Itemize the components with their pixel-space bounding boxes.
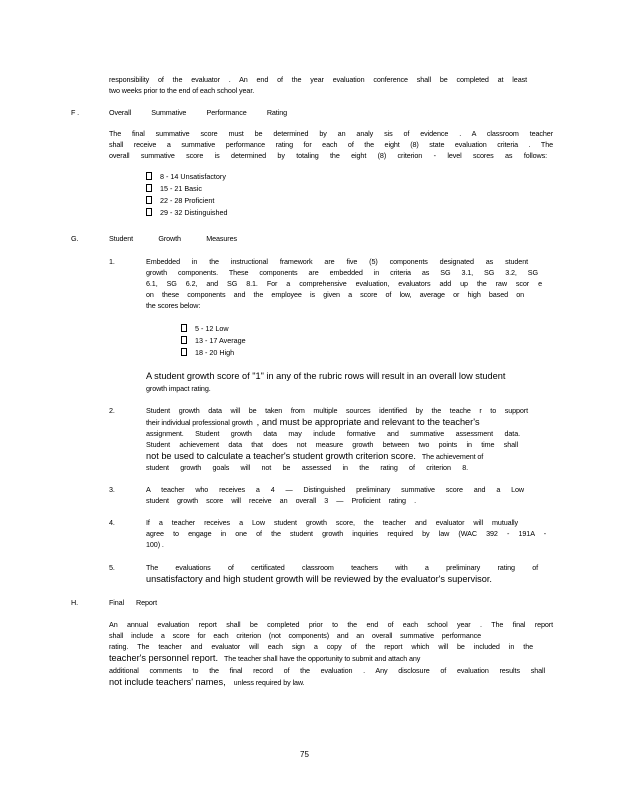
item1-line: the scores below: xyxy=(146,301,201,310)
growth-range-item: 18 - 20 High xyxy=(181,348,234,357)
section-f-heading: Overall Summative Performance Rating xyxy=(109,108,287,117)
list-number: 5. xyxy=(109,563,115,572)
section-h-line-5: additional comments to the final record of the evaluation . Any disclosure of evaluation results shall xyxy=(109,666,545,675)
score-range-item: 15 - 21 Basic xyxy=(146,184,202,193)
item1-note-line-2: growth impact rating. xyxy=(146,384,211,393)
item2-line-5: not be used to calculate a teacher's student growth criterion score. The achievement of xyxy=(146,451,484,461)
item2-line-6: student growth goals will not be assessed in the rating of criterion 8. xyxy=(146,463,468,472)
list-number: 1. xyxy=(109,257,115,266)
page-number: 75 xyxy=(300,750,309,759)
score-range-item: 22 - 28 Proficient xyxy=(146,196,214,205)
section-f-letter: F . xyxy=(71,108,80,117)
checkbox-icon xyxy=(181,348,187,356)
section-h-line-6: not include teachers' names, unless required by law. xyxy=(109,677,305,687)
item2-line-3: assignment. Student growth data may include formative and summative assessment data. xyxy=(146,429,520,438)
checkbox-icon xyxy=(181,324,187,332)
list-number: 4. xyxy=(109,518,115,527)
section-h-letter: H. xyxy=(71,598,78,607)
growth-range-item: 5 - 12 Low xyxy=(181,324,229,333)
score-range-item: 29 - 32 Distinguished xyxy=(146,208,228,217)
list-number: 2. xyxy=(109,406,115,415)
item5-line-2: unsatisfactory and high student growth will be reviewed by the evaluator's supervisor. xyxy=(146,574,492,584)
section-h-line-3: rating. The teacher and evaluator will each sign a copy of the report which will be included in the xyxy=(109,642,533,651)
checkbox-icon xyxy=(146,196,152,204)
item4-line-3: 100) . xyxy=(146,540,164,549)
item2-line-4: Student achievement data that does not measure growth between two points in time shall xyxy=(146,440,518,449)
item1-line: Embedded in the instructional framework are five (5) components designated as student xyxy=(146,257,528,266)
item5-line-1: The evaluations of certificated classroom teachers with a preliminary rating of xyxy=(146,563,538,572)
section-f-para-line: shall receive a summative performance rating for each of the eight (8) state evaluation criteria . The xyxy=(109,140,553,149)
item3-line-1: A teacher who receives a 4 — Distinguished preliminary summative score and a Low xyxy=(146,485,524,494)
section-f-para-line: overall summative score is determined by totaling the eight (8) criterion - level scores as follows: xyxy=(109,151,547,160)
section-h-line-1: An annual evaluation report shall be completed prior to the end of each school year . The final report xyxy=(109,620,553,629)
section-f-para-line: The final summative score must be determined by an analy sis of evidence . A classroom teacher xyxy=(109,129,553,138)
section-h-heading: Final Report xyxy=(109,598,157,607)
section-g-letter: G. xyxy=(71,234,79,243)
checkbox-icon xyxy=(146,172,152,180)
checkbox-icon xyxy=(181,336,187,344)
item2-line-2: their individual professional growth , and must be appropriate and relevant to the teacher's xyxy=(146,417,480,427)
item4-line-1: If a teacher receives a Low student growth score, the teacher and evaluator will mutually xyxy=(146,518,518,527)
item3-line-2: student growth score will receive an overall 3 — Proficient rating . xyxy=(146,496,416,505)
section-g-heading: Student Growth Measures xyxy=(109,234,237,243)
checkbox-icon xyxy=(146,208,152,216)
intro-line-1: responsibility of the evaluator . An end of the year evaluation conference shall be completed at least xyxy=(109,75,527,84)
item4-line-2: agree to engage in one of the student growth inquiries required by law (WAC 392 - 191A - xyxy=(146,529,546,538)
item2-line-1: Student growth data will be taken from multiple sources identified by the teache r to support xyxy=(146,406,528,415)
growth-range-item: 13 - 17 Average xyxy=(181,336,246,345)
list-number: 3. xyxy=(109,485,115,494)
section-h-line-2: shall include a score for each criterion (not components) and an overall summative performance xyxy=(109,631,481,640)
item1-note-line-1: A student growth score of "1" in any of the rubric rows will result in an overall low student xyxy=(146,371,506,381)
checkbox-icon xyxy=(146,184,152,192)
item1-line: on these components and the employee is given a score of low, average or high based on xyxy=(146,290,524,299)
intro-line-2: two weeks prior to the end of each school year. xyxy=(109,86,255,95)
item1-line: growth components. These components are embedded in criteria as SG 3.1, SG 3.2, SG xyxy=(146,268,538,277)
item1-line: 6.1, SG 6.2, and SG 8.1. For a comprehensive evaluation, evaluators add up the raw scor e xyxy=(146,279,542,288)
section-h-line-4: teacher's personnel report. The teacher shall have the opportunity to submit and attach any xyxy=(109,653,421,663)
score-range-item: 8 - 14 Unsatisfactory xyxy=(146,172,226,181)
